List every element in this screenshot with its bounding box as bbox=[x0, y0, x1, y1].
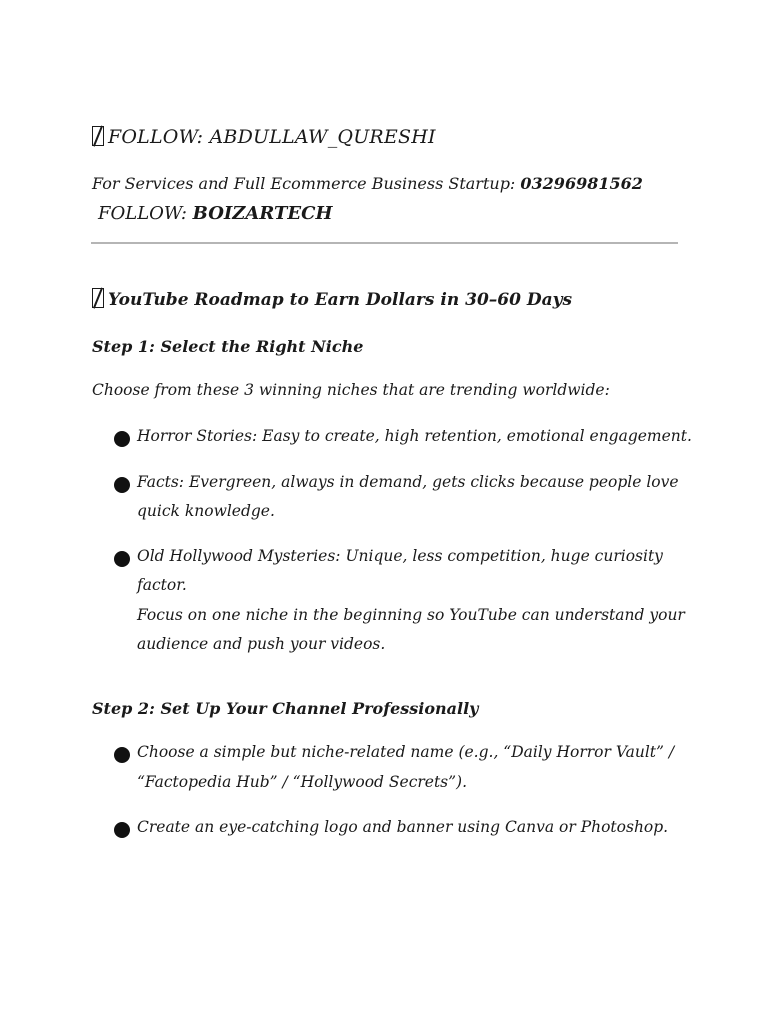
roadmap-title-text: YouTube Roadmap to Earn Dollars in 30–60 Days bbox=[108, 290, 573, 310]
bullet-icon bbox=[114, 747, 130, 763]
step1-intro: Choose from these 3 winning niches that are trending worldwide: bbox=[92, 381, 610, 399]
missing-glyph-icon bbox=[92, 126, 104, 146]
bullet-icon bbox=[114, 822, 130, 838]
bullet-icon bbox=[114, 551, 130, 567]
step2-bullet1-line2: “Factopedia Hub” / “Hollywood Secrets”). bbox=[137, 773, 468, 791]
follow2-label: FOLLOW: bbox=[98, 203, 193, 224]
services-text: For Services and Full Ecommerce Business Startup: bbox=[92, 174, 521, 193]
roadmap-title bbox=[92, 288, 572, 310]
follow-header bbox=[92, 126, 436, 148]
step1-bullet3-line1: Old Hollywood Mysteries: Unique, less competition, huge curiosity bbox=[137, 547, 663, 565]
follow-label: FOLLOW: ABDULLAW_QURESHI bbox=[108, 126, 436, 148]
step1-bullet1: Horror Stories: Easy to create, high retention, emotional engagement. bbox=[137, 427, 692, 445]
step1-bullet2-line1: Facts: Evergreen, always in demand, gets clicks because people love bbox=[137, 473, 679, 491]
step1-bullet3-line2: factor. bbox=[137, 576, 187, 594]
step1-heading: Step 1: Select the Right Niche bbox=[92, 337, 364, 356]
missing-glyph-icon bbox=[92, 288, 104, 308]
bullet-icon bbox=[114, 431, 130, 447]
horizontal-divider bbox=[91, 242, 678, 244]
bullet-icon bbox=[114, 477, 130, 493]
services-line bbox=[92, 174, 643, 193]
follow-boizartech bbox=[98, 203, 332, 224]
follow2-name: BOIZARTECH bbox=[192, 203, 333, 224]
step2-heading: Step 2: Set Up Your Channel Professionally bbox=[92, 699, 479, 718]
step2-bullet1-line1: Choose a simple but niche-related name (e.g., “Daily Horror Vault” / bbox=[137, 743, 675, 761]
step1-note-line1: Focus on one niche in the beginning so YouTube can understand your bbox=[137, 606, 685, 624]
phone-number: 03296981562 bbox=[520, 174, 643, 193]
step1-note-line2: audience and push your videos. bbox=[137, 635, 386, 653]
step2-bullet2: Create an eye-catching logo and banner using Canva or Photoshop. bbox=[137, 818, 669, 836]
step1-bullet2-line2: quick knowledge. bbox=[137, 502, 275, 520]
